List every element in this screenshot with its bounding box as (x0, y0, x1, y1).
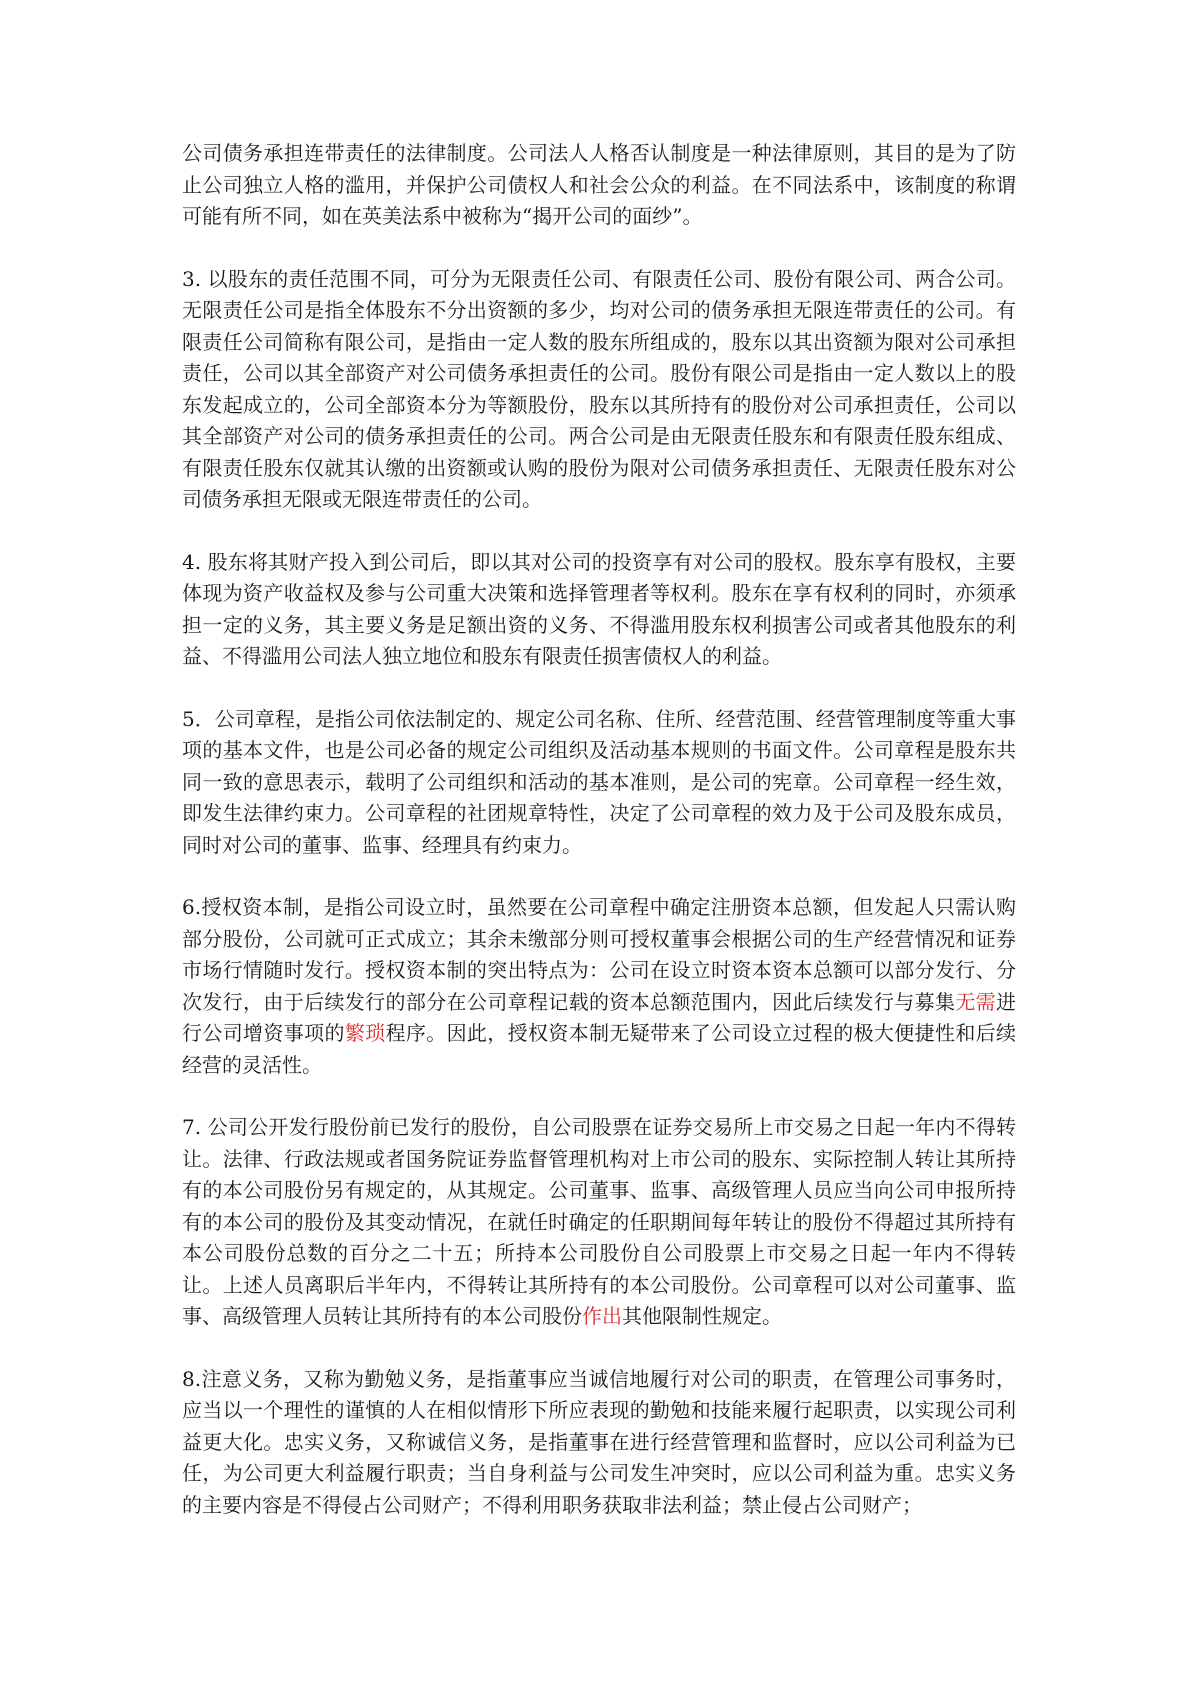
paragraph-7-text-c: 其他限制性规定。 (622, 1304, 782, 1328)
paragraph-3-company-types: 3. 以股东的责任范围不同，可分为无限责任公司、有限责任公司、股份有限公司、两合公司。无限责任公司是指全体股东不分出资额的多少，均对公司的债务承担无限连带责任的公司。有限责任公司简称有限公司，是指由一定人数的股东所组成的，股东以其出资额为限对公司承担责任，公司以其全部资产对公司债务承担责任的公司。股份有限公司是指由一定人数以上的股东发起成立的，公司全部资本分为等额股份，股东以其所持有的股份对公司承担责任，公司以其全部资产对公司的债务承担责任的公司。两合公司是由无限责任股东和有限责任股东组成、有限责任股东仅就其认缴的出资额或认购的股份为限对公司债务承担责任、无限责任股东对公司债务承担无限或无限连带责任的公司。 (182, 266, 1016, 511)
document-body (182, 138, 1016, 1552)
paragraph-7-share-transfer (182, 1112, 1016, 1333)
paragraph-7-highlight: 作出 (582, 1304, 622, 1328)
paragraph-7-text-a: 7. 公司公开发行股份前已发行的股份，自公司股票在证券交易所上市交易之日起一年内不得转让。法律、行政法规或者国务院证券监督管理机构对上市公司的股东、实际控制人转让其所持有的本公司股份另有规定的，从其规定。公司董事、监事、高级管理人员应当向公司申报所持有的本公司的股份及其变动情况，在就任时确定的任职期间每年转让的股份不得超过其所持有本公司股份总数的百分之二十五；所持本公司股份自公司股票上市交易之日起一年内不得转让。上述人员离职后半年内，不得转让其所持有的本公司股份。公司章程可以对公司董事、监事、高级管理人员转让其所持有的本公司股份 (182, 1115, 1016, 1328)
paragraph-5-articles-of-association: 5．公司章程，是指公司依法制定的、规定公司名称、住所、经营范围、经营管理制度等重大事项的基本文件，也是公司必备的规定公司组织及活动基本规则的书面文件。公司章程是股东共同一致的意思表示，载明了公司组织和活动的基本准则，是公司的宪章。公司章程一经生效，即发生法律约束力。公司章程的社团规章特性，决定了公司章程的效力及于公司及股东成员，同时对公司的董事、监事、经理具有约束力。 (182, 706, 1016, 857)
paragraph-6-text-c: 进行公司增资事项的 (182, 989, 1017, 1045)
paragraph-6-highlight-1: 无需 (955, 989, 997, 1014)
paragraph-6-text-e: 程序。因此，授权资本制无疑带来了公司设立过程的极大便捷性和后续经营的灵活性。 (182, 1021, 1017, 1077)
paragraph-4-shareholder-rights: 4. 股东将其财产投入到公司后，即以其对公司的投资享有对公司的股权。股东享有股权，主要体现为资产收益权及参与公司重大决策和选择管理者等权利。股东在享有权利的同时，亦须承担一定的义务，其主要义务是足额出资的义务、不得滥用股东权利损害公司或者其他股东的利益、不得滥用公司法人独立地位和股东有限责任损害债权人的利益。 (182, 549, 1016, 668)
paragraph-piercing-veil: 公司债务承担连带责任的法律制度。公司法人人格否认制度是一种法律原则，其目的是为了防止公司独立人格的滥用，并保护公司债权人和社会公众的利益。在不同法系中，该制度的称谓可能有所不同，如在英美法系中被称为“揭开公司的面纱”。 (182, 141, 1016, 228)
paragraph-8-director-duties: 8.注意义务，又称为勤勉义务，是指董事应当诚信地履行对公司的职责，在管理公司事务时，应当以一个理性的谨慎的人在相似情形下所应表现的勤勉和技能来履行起职责，以实现公司利益更大化。忠实义务，又称诚信义务，是指董事在进行经营管理和监督时，应以公司利益为已任，为公司更大利益履行职责；当自身利益与公司发生冲突时，应以公司利益为重。忠实义务的主要内容是不得侵占公司财产；不得利用职务获取非法利益；禁止侵占公司财产； (182, 1366, 1016, 1517)
paragraph-6-authorized-capital (182, 892, 1016, 1081)
paragraph-6-text-a: 6.授权资本制，是指公司设立时，虽然要在公司章程中确定注册资本总额，但发起人只需认购部分股份，公司就可正式成立；其余未缴部分则可授权董事会根据公司的生产经营情况和证券市场行情随时发行。授权资本制的突出特点为：公司在设立时资本资本总额可以部分发行、分次发行，由于后续发行的部分在公司章程记载的资本总额范围内，因此后续发行与募集 (182, 895, 1016, 1014)
paragraph-6-highlight-2: 繁琐 (344, 1021, 386, 1045)
